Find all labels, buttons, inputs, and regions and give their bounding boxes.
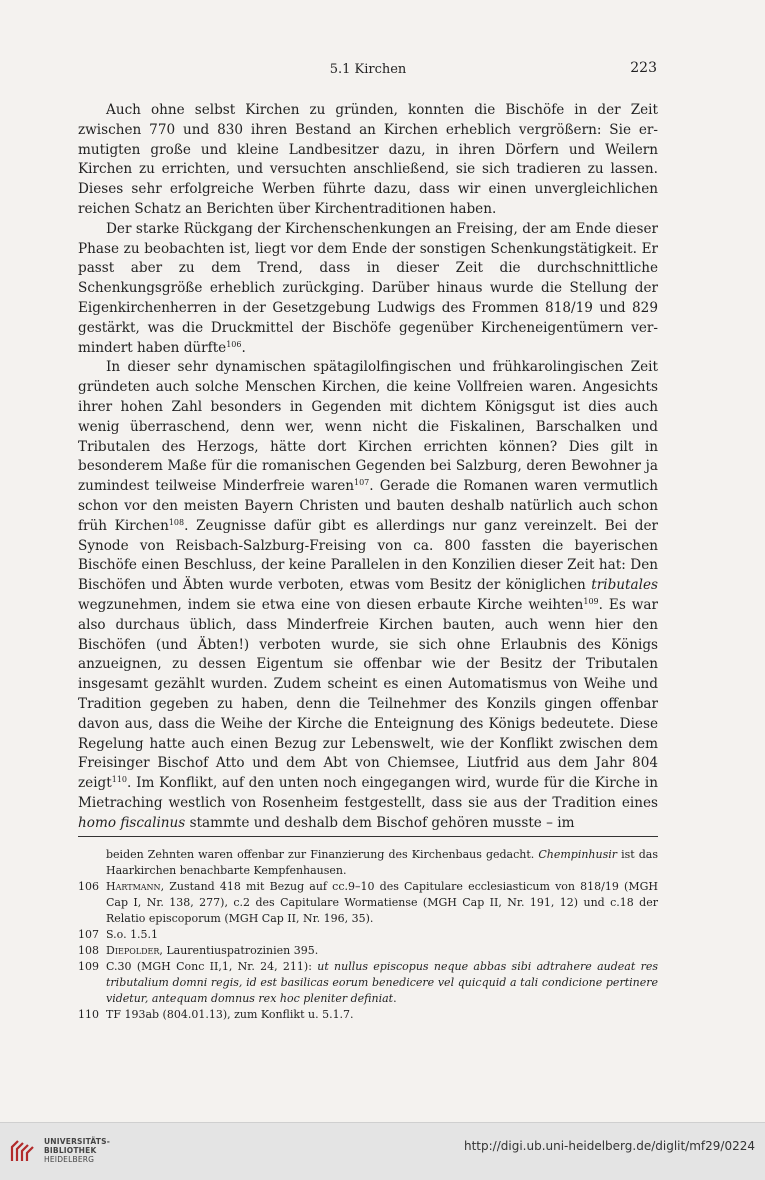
footnote-text [106,959,658,1007]
footnote-107 [78,927,658,943]
footnote-number: 108 [78,944,99,957]
paragraph-1: Auch ohne selbst Kirchen zu gründen, konnten die Bischöfe in der Zeit zwischen 770 und 830 ihren Bestand an Kirchen erheblich vergrößern: Sie ermutigten große und kleine Landbesitzer dazu, in ihren Dörfern und Weilern Kirchen zu errichten, und versuchten anschließend, sie sich tradieren zu lassen. Dieses sehr erfolgreiche Werben führte dazu, dass wir einen unvergleichlichen reichen Schatz an Berichten über Kirchentraditionen haben. [78,102,658,217]
paragraph-2: Der starke Rückgang der Kirchenschenkungen an Freising, der am Ende dieser Phase zu beobachten ist, liegt vor dem Ende der sonstigen Schenkungstätigkeit. Er passt aber zu dem Trend, dass in dieser Zeit die durchschnittliche Schenkungsgröße erheblich zurückging. Darüber hinaus wurde die Stellung der Eigenkirchenherren in der Gesetzgebung Ludwigs des Frommen 818/19 und 829 gestärkt, was die Druckmittel der Bischöfe gegenüber Kircheneigentümern vermindert haben dürfte$^{106}$. [78,220,658,356]
italic-homo-fiscalinus: homo fiscalinus [78,814,186,831]
footnote-106 [78,879,658,927]
footnote-108 [78,943,658,959]
page-number: 223 [630,60,657,76]
paragraph-3-text-a: In dieser sehr dynamischen spätagilolfingischen und frühkarolingischen Zeit gründeten auch solche Menschen Kirchen, die keine Vollfreien waren. Angesichts ihrer hohen Zahl besonders in Gegenden mit dichtem Königsgut ist dies auch wenig überraschend, denn wer, wenn nicht die Fiskalinen, Barschalken und Tributalen des Herzogs, hätte dort Kirchen errichten können? Dies gilt in besonderem Maße für die romanischen Gegenden bei Salzburg, deren Bewohner ja zumindest teilweise Minderfreie waren [78,359,658,495]
footnote-110 [78,1007,658,1023]
footnote-continuation [78,847,658,879]
footnote-body: S.o. 1.5.1 [106,928,159,941]
footnote-body: TF 193ab (804.01.13), zum Konflikt u. 5.1.7. [106,1008,354,1021]
footnote-end: . [393,992,397,1005]
paragraph-3-text-e: . Es war also durchaus üblich, dass Minderfreie Kirchen bauten, auch wenn hier den Bischöfen (und Äbten!) verboten wurde, sie sich ohne Erlaubnis des Königs anzueignen, zu dessen Eigentum sie offenbar wie der Besitz der Tributalen insgesamt gezählt wurden. Zudem scheint es einen Automatismus von Weihe und Tradition gegeben zu haben, denn die Teilnehmer des Konzils gingen offenbar davon aus, dass die Weihe der Kirche die Enteignung des Königs bedeutete. Diese Regelung hatte auch einen Bezug zur Lebenswelt, wie der Konflikt zwischen dem Freisinger Bischof Atto und dem Abt von Chiemsee, Liutfrid aus dem Jahr 804 zeigt [78,596,658,792]
library-name [44,1137,110,1164]
footnote-author: Diepolder [106,944,160,957]
library-name-line-2: BIBLIOTHEK [44,1145,97,1155]
footnote-divider [78,836,658,837]
footnote-number: 110 [78,1008,99,1021]
footnote-text [106,879,658,927]
footnote-body: , Zustand 418 mit Bezug auf cc.9–10 des Capitulare ecclesiasticum von 818/19 (MGH Cap I, Nr. 138, 277), c.2 des Capitulare Wormatiense (MGH Cap II, Nr. 191, 12) und c.18 der Relatio episcoporum (MGH Cap II, Nr. 196, 35). [106,880,658,925]
footnotes [78,847,658,1023]
footnote-number: 109 [78,960,99,973]
italic-tributales: tributales [591,577,658,594]
library-logo-icon [8,1135,38,1165]
footnote-ref-108[interactable]: 108 [168,517,185,527]
footnote-latin-quote: ut nullus episcopus neque abbas sibi adtrahere audeat res tributalium domni regis, id est basilicas eorum benedicere vel quicquid a tali condicione pertinere videtur, antequam domnus rex hoc pleniter definiat [106,960,658,1005]
footnote-cont-text-b: ist das Haarkirchen benachbarte Kempfenhausen. [106,848,658,877]
footnote-cont-italic: Chempinhusir [538,848,618,861]
paragraph-3 [78,358,658,833]
body-text [78,101,658,833]
footnote-text [106,943,658,959]
library-name-line-1: UNIVERSITÄTS- [44,1136,111,1146]
footnote-number: 106 [78,880,99,893]
paragraph-3-text-b: . Gerade die Romanen waren vermutlich schon vor den meisten Bayern Christen und bauten deshalb natürlich auch schon früh Kirchen [78,478,658,534]
footnote-ref-109[interactable]: 109 [583,596,599,606]
paragraph-3-text-d: wegzunehmen, indem sie etwa eine von diesen erbaute Kirche weihten [78,596,584,613]
paragraph-3-text-f: . Im Konflikt, auf den unten noch eingegangen wird, wurde für die Kirche in Mietraching westlich von Rosenheim festgestellt, dass sie aus der Tradition eines [78,775,658,811]
footnote-body: , Laurentiuspatrozinien 395. [159,944,319,957]
footnote-ref-107[interactable]: 107 [354,478,370,488]
paragraph-3-text-c: . Zeugnisse dafür gibt es allerdings nur ganz vereinzelt. Bei der Synode von Reisbach-Salzburg-Freising von ca. 800 fassten die bayerischen Bischöfe einen Beschluss, der keine Parallelen in den Konzilien dieser Zeit hat: Den Bischöfen und Äbten wurde verboten, etwas vom Besitz der königlichen [78,517,659,594]
viewer-footer [0,1122,765,1180]
footnote-109 [78,959,658,1007]
paragraph-2-text: Der starke Rückgang der Kirchenschenkungen an Freising, der am Ende dieser Phase zu beobachten ist, liegt vor dem Ende der sonstigen Schenkungstätigkeit. Er passt aber zu dem Trend, dass in dieser Zeit die durchschnittliche Schenkungsgröße erheblich zurückging. Darüber hinaus wurde die Stellung der Eigenkirchenherren in der Gesetzgebung Ludwigs des Frommen 818/19 und 829 gestärkt, was die Druckmittel der Bischöfe gegenüber Kircheneigentümern vermindert haben dürfte [78,220,658,356]
footnote-ref-110[interactable]: 110 [111,775,128,785]
footnote-body: C.30 (MGH Conc II,1, Nr. 24, 211): [106,960,318,973]
library-logo[interactable] [8,1135,110,1165]
footnote-cont-text-a: beiden Zehnten waren offenbar zur Finanzierung des Kirchenbaus gedacht. [106,848,539,861]
permalink-url[interactable]: http://digi.ub.uni-heidelberg.de/diglit/mf29/0224 [464,1139,755,1153]
library-name-line-3: HEIDELBERG [44,1154,95,1164]
footnote-ref-106[interactable]: 106 [226,339,242,349]
footnote-number: 107 [78,928,99,941]
footnote-author: Hartmann [106,880,161,893]
paragraph-3-text-g: stammte und deshalb dem Bischof gehören musste – im [185,814,575,831]
running-head: 5.1 Kirchen [329,62,407,77]
